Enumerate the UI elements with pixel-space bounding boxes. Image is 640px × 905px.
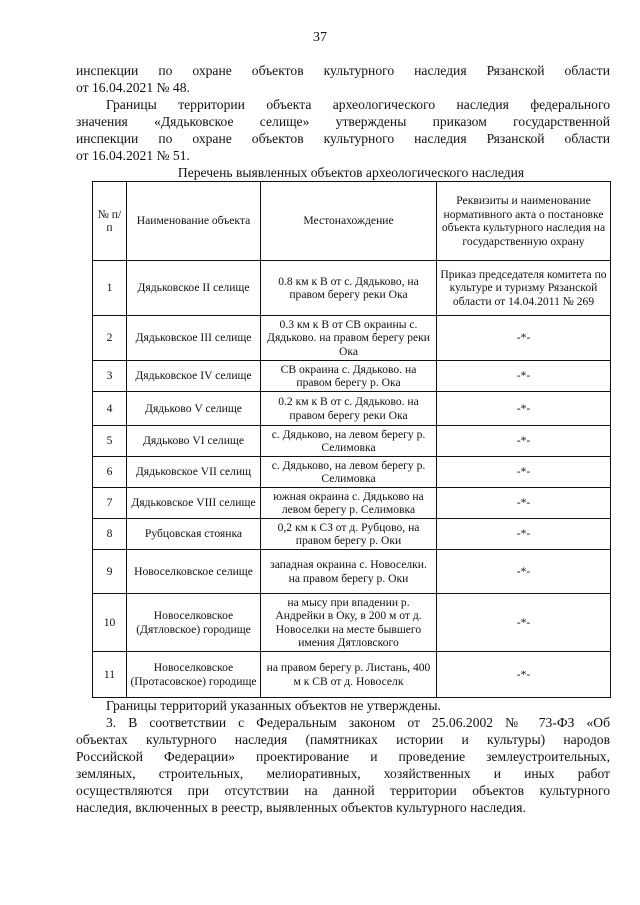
table-row xyxy=(93,652,611,698)
page-number: 37 xyxy=(313,30,327,45)
cell-location: 0.8 км к В от с. Дядьково, на правом берегу реки Ока xyxy=(261,261,437,316)
cell-act: -*- xyxy=(437,426,611,457)
cell-num: 5 xyxy=(93,426,127,457)
cell-name: Новоселковское селище xyxy=(127,550,261,594)
after-line-1: Границы территорий указанных объектов не утверждены. xyxy=(106,698,441,713)
cell-name: Рубцовская стоянка xyxy=(127,519,261,550)
cell-location: южная окраина с. Дядьково на левом берегу р. Селимовка xyxy=(261,488,437,519)
cell-act: -*- xyxy=(437,316,611,361)
cell-location: западная окраина с. Новоселки. на правом берегу р. Оки xyxy=(261,550,437,594)
table-row xyxy=(93,594,611,652)
cell-act: -*- xyxy=(437,488,611,519)
table-row xyxy=(93,519,611,550)
table-row xyxy=(93,361,611,392)
after-line-2: 3. В соответствии с Федеральным законом от 25.06.2002 № 73-ФЗ «Об xyxy=(106,715,610,730)
table-row xyxy=(93,488,611,519)
cell-name: Дядьковское VII селищ xyxy=(127,457,261,488)
cell-act: -*- xyxy=(437,392,611,426)
table-title: Перечень выявленных объектов археологического наследия xyxy=(177,165,525,180)
cell-act: -*- xyxy=(437,550,611,594)
cell-name: Дядьковское IV селище xyxy=(127,361,261,392)
cell-act: -*- xyxy=(437,457,611,488)
cell-act: -*- xyxy=(437,594,611,652)
cell-num: 11 xyxy=(93,652,127,698)
header-num: № п/п xyxy=(93,182,127,261)
cell-location: 0.2 км к В от с. Дядьково. на правом берегу реки Ока xyxy=(261,392,437,426)
after-line-5: земляных, строительных, мелиоративных, хозяйственных и иных работ xyxy=(76,766,610,781)
intro-line-5: инспекции по охране объектов культурного наследия Рязанской области xyxy=(76,131,610,146)
table-row xyxy=(93,457,611,488)
cell-location: на мысу при впадении р. Андрейки в Оку, в 200 м от д. Новоселки на месте бывшего имения Дятловского xyxy=(261,594,437,652)
cell-act: -*- xyxy=(437,519,611,550)
cell-name: Новоселковское (Протасовское) городище xyxy=(127,652,261,698)
cell-name: Дядьково VI селище xyxy=(127,426,261,457)
intro-line-2: от 16.04.2021 № 48. xyxy=(76,80,190,95)
after-line-6: осуществляются при отсутствии на данной территории объектов культурного xyxy=(76,783,610,798)
header-act: Реквизиты и наименование нормативного акта о постановке объекта культурного наследия на государственную охрану xyxy=(437,182,611,261)
cell-name: Дядьково V селище xyxy=(127,392,261,426)
intro-line-3: Границы территории объекта археологического наследия федерального xyxy=(106,97,610,112)
table-row xyxy=(93,550,611,594)
cell-name: Новоселковское (Дятловское) городище xyxy=(127,594,261,652)
cell-num: 7 xyxy=(93,488,127,519)
intro-line-1: инспекции по охране объектов культурного наследия Рязанской области xyxy=(76,63,610,78)
header-name: Наименование объекта xyxy=(127,182,261,261)
intro-line-6: от 16.04.2021 № 51. xyxy=(76,148,190,163)
cell-num: 4 xyxy=(93,392,127,426)
cell-name: Дядьковское II селище xyxy=(127,261,261,316)
cell-num: 8 xyxy=(93,519,127,550)
cell-location: 0,2 км к СЗ от д. Рубцово, на правом берегу р. Оки xyxy=(261,519,437,550)
table-row xyxy=(93,392,611,426)
cell-num: 6 xyxy=(93,457,127,488)
cell-num: 9 xyxy=(93,550,127,594)
cell-act: -*- xyxy=(437,652,611,698)
cell-num: 10 xyxy=(93,594,127,652)
cell-act: Приказ председателя комитета по культуре и туризму Рязанской области от 14.04.2011 № 269 xyxy=(437,261,611,316)
table-row xyxy=(93,261,611,316)
cell-location: СВ окраина с. Дядьково. на правом берегу р. Ока xyxy=(261,361,437,392)
objects-table xyxy=(92,181,611,698)
after-line-7: наследия, включенных в реестр, выявленных объектов культурного наследия. xyxy=(76,800,526,815)
cell-location: 0.3 км к В от СВ окраины с. Дядьково. на правом берегу реки Ока xyxy=(261,316,437,361)
cell-location: на правом берегу р. Листань, 400 м к СВ от д. Новоселк xyxy=(261,652,437,698)
intro-line-4: значения «Дядьковское селище» утверждены приказом государственной xyxy=(76,114,610,129)
after-line-3: объектах культурного наследия (памятниках истории и культуры) народов xyxy=(76,732,610,747)
table-row xyxy=(93,426,611,457)
table-row xyxy=(93,316,611,361)
header-location: Местонахождение xyxy=(261,182,437,261)
cell-num: 1 xyxy=(93,261,127,316)
after-line-4: Российской Федерации» проектирование и проведение землеустроительных, xyxy=(76,749,610,764)
cell-num: 3 xyxy=(93,361,127,392)
table-header-row xyxy=(93,182,611,261)
cell-location: с. Дядьково, на левом берегу р. Селимовка xyxy=(261,457,437,488)
cell-act: -*- xyxy=(437,361,611,392)
cell-name: Дядьковское III селище xyxy=(127,316,261,361)
cell-name: Дядьковское VIII селище xyxy=(127,488,261,519)
cell-num: 2 xyxy=(93,316,127,361)
cell-location: с. Дядьково, на левом берегу р. Селимовка xyxy=(261,426,437,457)
